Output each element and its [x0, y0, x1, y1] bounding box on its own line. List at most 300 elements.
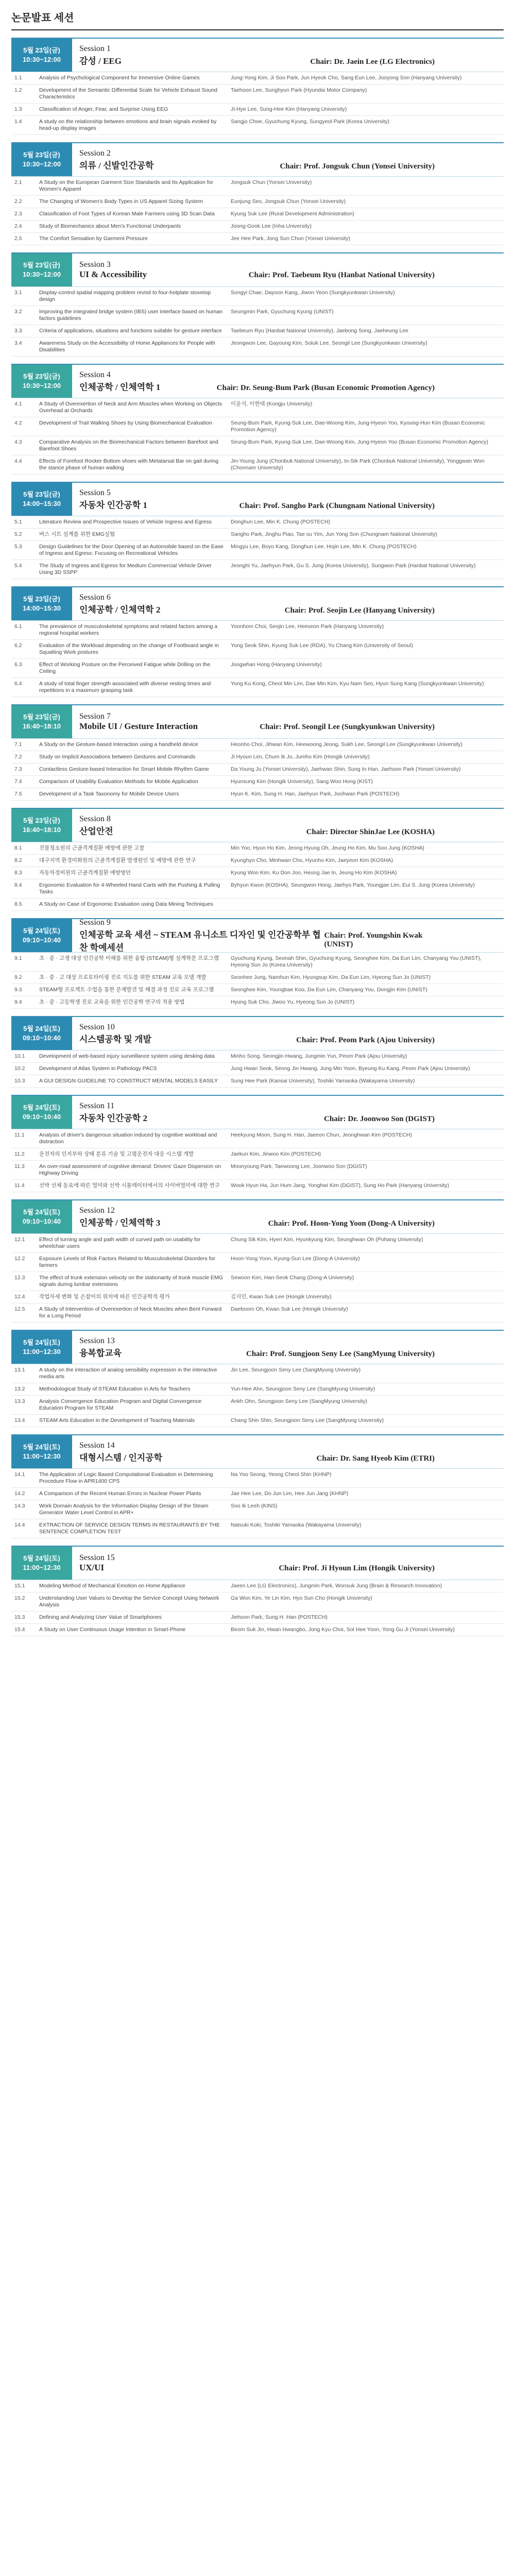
- paper-title: Literature Review and Prospective Issues of Vehicle Ingress and Egress: [36, 516, 228, 529]
- paper-row: [11, 233, 504, 245]
- paper-title: Analysis Convergence Education Program and Digital Convergence Education Program for STEAM: [36, 1396, 228, 1415]
- paper-number: 4.4: [11, 455, 36, 474]
- session-title: 인체공학 교육 세션 ~ STEAM 유니소트 디자인 및 인간공학부 협찬 학예세션: [79, 930, 321, 953]
- paper-row: [11, 516, 504, 529]
- session-time-badge: [11, 1435, 72, 1468]
- paper-number: 14.3: [11, 1500, 36, 1519]
- paper-title: A Study of Overexertion of Neck and Arm Muscles when Working on Objects Overhead at Orchards: [36, 398, 228, 417]
- paper-row: [11, 1253, 504, 1272]
- session-title-row: [79, 1111, 435, 1124]
- session-title: 인체공학 / 인체역학 2: [79, 604, 161, 615]
- session-chair: Chair: Prof. Seojin Lee (Hanyang University): [284, 606, 435, 615]
- session-room: [442, 1331, 504, 1364]
- paper-title: The prevalence of musculoskeletal symptoms and related factors among a regional hospital workers: [36, 621, 228, 640]
- papers-table: [11, 1234, 504, 1323]
- paper-number: 7.2: [11, 751, 36, 764]
- paper-number: 13.3: [11, 1396, 36, 1415]
- session-number: Session 12: [79, 1206, 115, 1215]
- paper-authors: Sewoon Kim, Han-Seok Chang (Dong-A University): [228, 1272, 504, 1291]
- paper-row: [11, 953, 504, 972]
- paper-title: The Study of Ingress and Egress for Medium Commercial Vehicle Driver Using 3D SSPP: [36, 560, 228, 579]
- session-header: [11, 252, 504, 287]
- session-chair: Chair: Prof. Peom Park (Ajou University): [296, 1036, 435, 1044]
- paper-title: Study of Biomechanics about Men's Functional Underpants: [36, 221, 228, 233]
- session-header-main: [72, 705, 442, 738]
- session-header-main: [72, 1435, 442, 1468]
- paper-number: 13.4: [11, 1415, 36, 1427]
- paper-authors: Minho Song, Seongjin Hwang, Jungmin Yun, Peom Park (Ajou University): [228, 1050, 504, 1063]
- paper-title: 운전자의 인지부하 상태 분류 기술 및 고령운전자 대응 시스템 개발: [36, 1148, 228, 1161]
- paper-number: 2.1: [11, 177, 36, 196]
- paper-title: Effects of Forefoot Rocker Bottom shoes with Metatarsal Bar on gait during the stance phase of human walking: [36, 455, 228, 474]
- session-header: [11, 482, 504, 516]
- paper-number: 8.4: [11, 879, 36, 899]
- session-day: 5월 23일(금): [23, 46, 60, 54]
- session-title-row: [79, 158, 435, 171]
- sessions-list: [11, 38, 504, 1636]
- paper-authors: Kyunghyo Cho, Minhwan Cho, Hyunho Kim, Jaeyeon Kim (KOSHA): [228, 855, 504, 867]
- session-day: 5월 23일(금): [23, 713, 60, 721]
- session-time-badge: [11, 919, 72, 952]
- paper-authors: Sangho Park, Jinghu Piao, Tae su Yim, Jun Yong Son (Chungnam National University): [228, 529, 504, 541]
- session-time: 14:00~15:30: [22, 604, 61, 612]
- session-room: [442, 1017, 504, 1050]
- paper-number: 7.1: [11, 739, 36, 751]
- session-chair: Chair: Director ShinJae Lee (KOSHA): [306, 827, 435, 836]
- paper-title: Design Guidelines for the Door Opening of an Automobile based on the Ease of Ingress and Egress: Focusing on Recreational Vehicles: [36, 541, 228, 560]
- paper-number: 8.3: [11, 867, 36, 879]
- session-time-badge: [11, 1096, 72, 1129]
- paper-authors: Ji-Hye Lee, Sung-Hee Kim (Hanyang University): [228, 104, 504, 116]
- paper-authors: Jung Hwan Seok, Seong Jin Hwang, Jung Min Yoon, Byeung Ku Kang, Peom Park (Ajou University): [228, 1063, 504, 1075]
- session-number: Session 5: [79, 488, 111, 497]
- session-title: 인체공학 / 인체역학 3: [79, 1217, 161, 1228]
- paper-authors: Wook Hyun Ha, Jun Hum Jang, Yonghwi Kim (DGIST), Sung Ho Park (Hanyang University): [228, 1180, 504, 1192]
- paper-title: Contactless Gesture-based Interaction for Smart Mobile Rhythm Game: [36, 764, 228, 776]
- paper-number: 2.5: [11, 233, 36, 245]
- paper-number: 8.5: [11, 899, 36, 911]
- paper-title: Development of Atlas System in Pathology PACS: [36, 1063, 228, 1075]
- session-day: 5월 23일(금): [23, 490, 60, 498]
- paper-number: 5.1: [11, 516, 36, 529]
- session-time-badge: [11, 1331, 72, 1364]
- paper-title: STEAM형 프로젝트 수업을 통한 문제발견 및 해결 과정 진로 교육 프로그램: [36, 984, 228, 996]
- paper-number: 10.2: [11, 1063, 36, 1075]
- paper-authors: Hyun K. Kim, Sung H. Han, Jaehyun Park, Joohwan Park (POSTECH): [228, 788, 504, 801]
- session-header-main: [72, 1096, 442, 1129]
- paper-number: 5.4: [11, 560, 36, 579]
- session-number: Session 4: [79, 370, 111, 379]
- paper-title: Study on Implicit Associations between Gestures and Commands: [36, 751, 228, 764]
- paper-row: [11, 306, 504, 325]
- session-block: [11, 808, 504, 911]
- paper-title: The Application of Logic Based Computational Evaluation in Determining Procedure Flow in APR1400 CPS: [36, 1469, 228, 1488]
- paper-title: The Comfort Sensation by Garment Pressure: [36, 233, 228, 245]
- paper-authors: Heonho Choi, Jihwan Kim, Heewoong Jeong, Sukh Lee, Seongil Lee (Sungkyunkwan University): [228, 739, 504, 751]
- session-header-main: [72, 1331, 442, 1364]
- session-time: 09:10~10:40: [22, 936, 61, 944]
- session-number: Session 15: [79, 1553, 115, 1562]
- session-day: 5월 24일(토): [23, 927, 60, 935]
- paper-number: 6.3: [11, 659, 36, 678]
- session-time-badge: [11, 143, 72, 176]
- paper-number: 4.3: [11, 436, 36, 455]
- session-time: 10:30~12:00: [22, 382, 61, 389]
- paper-number: 12.3: [11, 1272, 36, 1291]
- paper-authors: Ankh Ohn, Seungjoon Seny Lee (SangMyung University): [228, 1396, 504, 1415]
- paper-row: [11, 1180, 504, 1192]
- session-chair: Chair: Prof. Youngshin Kwak (UNIST): [324, 931, 423, 948]
- paper-title: Modeling Method of Mechanical Emotion on Home Appliance: [36, 1580, 228, 1592]
- session-chair: Chair: Prof. Jongsuk Chun (Yonsei University): [280, 162, 435, 171]
- session-number: Session 10: [79, 1022, 115, 1031]
- papers-table: [11, 1129, 504, 1192]
- session-block: [11, 918, 504, 1009]
- paper-title: Exposure Levels of Risk Factors Related to Musculoskeletal Disorders for farmers: [36, 1253, 228, 1272]
- paper-number: 15.2: [11, 1592, 36, 1612]
- paper-title: Effect of Working Posture on the Perceived Fatigue while Drilling on the Ceiling: [36, 659, 228, 678]
- papers-table: [11, 953, 504, 1009]
- paper-number: 4.1: [11, 398, 36, 417]
- paper-row: [11, 529, 504, 541]
- session-title-row: [79, 602, 435, 615]
- session-title: 대형시스템 / 인지공학: [79, 1452, 163, 1463]
- session-chair: Chair: Prof. Sungjoon Seny Lee (SangMyung University): [246, 1349, 435, 1358]
- paper-number: 15.1: [11, 1580, 36, 1592]
- session-chair: Chair: Dr. Joonwoo Son (DGIST): [324, 1114, 435, 1123]
- session-title: 의류 / 신발인간공학: [79, 160, 154, 171]
- paper-authors: Beom Suk Jin, Hwan Hwangbo, Jong Kyu Choi, Sol Hee Yoon, Yong Gu Ji (Yonsei University): [228, 1624, 504, 1636]
- paper-title: Defining and Analyzing User Value of Smartphones: [36, 1612, 228, 1624]
- session-title: 산업안전: [79, 826, 113, 836]
- paper-row: [11, 739, 504, 751]
- paper-authors: Kyung Won Kim, Ku Don Joo, Heung Jae In, Jeung Ho Kim (KOSHA): [228, 867, 504, 879]
- session-block: [11, 482, 504, 579]
- session-header-main: [72, 1200, 442, 1233]
- page-title: 논문발표 세션: [11, 9, 504, 30]
- paper-authors: Da Young Ju (Yonsei University), Jaehwan Shin, Sung In Han, Jaehoon Park (Yonsei University): [228, 764, 504, 776]
- paper-row: [11, 1272, 504, 1291]
- paper-row: [11, 1469, 504, 1488]
- paper-row: [11, 640, 504, 659]
- paper-authors: Jeonghi Yu, Jaehyun Park, Gu S. Jung (Korea University), Sungwon Park (Hanbat National University): [228, 560, 504, 579]
- paper-title: Development of the Semantic Differential Scale for Vehicle Exhaust Sound Characteristics: [36, 84, 228, 104]
- session-title-row: [79, 269, 435, 280]
- session-title: UX/UI: [79, 1563, 105, 1572]
- session-header-main: [72, 143, 442, 176]
- session-block: [11, 1016, 504, 1088]
- paper-authors: Moonyoung Park, Taewoong Lee, Joonwoo Son (DGIST): [228, 1161, 504, 1180]
- paper-authors: Chang Shin Shin, Seungjoon Seny Lee (SangMyung University): [228, 1415, 504, 1427]
- paper-authors: Soo Ik Leeh (KINS): [228, 1500, 504, 1519]
- paper-row: [11, 84, 504, 104]
- session-time-badge: [11, 587, 72, 620]
- session-block: [11, 586, 504, 697]
- papers-table: [11, 842, 504, 911]
- session-chair: Chair: Dr. Jaein Lee (LG Electronics): [310, 57, 435, 66]
- paper-number: 5.3: [11, 541, 36, 560]
- paper-row: [11, 1383, 504, 1396]
- paper-row: [11, 196, 504, 208]
- paper-number: 14.4: [11, 1519, 36, 1538]
- paper-number: 7.3: [11, 764, 36, 776]
- paper-row: [11, 1396, 504, 1415]
- session-time: 09:10~10:40: [22, 1034, 61, 1042]
- session-block: [11, 704, 504, 801]
- paper-row: [11, 1488, 504, 1500]
- paper-row: [11, 337, 504, 357]
- paper-authors: Jiehoon Park, Sung H. Han (POSTECH): [228, 1612, 504, 1624]
- session-title-row: [79, 1563, 435, 1573]
- paper-row: [11, 116, 504, 135]
- session-header-main: [72, 1017, 442, 1050]
- paper-title: Awareness Study on the Accessibility of Home Appliances for People with Disabilities: [36, 337, 228, 357]
- paper-authors: Mingyu Lee, Boyo Kang, Donghun Lee, Hojin Lee, Min K. Chung (POSTECH): [228, 541, 504, 560]
- session-title-row: [79, 1346, 435, 1359]
- paper-number: 7.4: [11, 776, 36, 788]
- paper-authors: 김지민, Kwan Suk Lee (Hongik University): [228, 1291, 504, 1303]
- paper-title: A study on the interaction of analog sensibility expression in the interactive media arts: [36, 1364, 228, 1383]
- paper-title: Ergonomic Evaluation for 4-Wheeled Hand Carts with the Pushing & Pulling Tasks: [36, 879, 228, 899]
- paper-authors: Na Yoo Seong, Yeong Cheol Shin (KHNP): [228, 1469, 504, 1488]
- papers-table: [11, 1050, 504, 1088]
- session-header: [11, 1095, 504, 1129]
- session-title-row: [79, 1215, 435, 1228]
- session-header: [11, 1330, 504, 1364]
- session-chair: Chair: Dr. Sang Hyeob Kim (ETRI): [316, 1454, 435, 1463]
- paper-number: 1.3: [11, 104, 36, 116]
- paper-number: 11.4: [11, 1180, 36, 1192]
- paper-title: 버스 시트 설계를 위한 EMG실험: [36, 529, 228, 541]
- paper-authors: Taebeum Ryu (Hanbat National University), Jaebong Song, Jaeheung Lee: [228, 325, 504, 337]
- session-header-main: [72, 587, 442, 620]
- paper-number: 12.5: [11, 1303, 36, 1323]
- paper-title: The effect of trunk extension velocity on the stationarity of trunk muscle EMG signals during lumbar extensions: [36, 1272, 228, 1291]
- paper-row: [11, 1592, 504, 1612]
- paper-authors: Jin-Young Jung (Chonbuk National University), In-Sik Park (Chonbuk National University), Yonggwan Won (Chonnam University): [228, 455, 504, 474]
- session-header-main: [72, 483, 442, 516]
- paper-number: 3.1: [11, 287, 36, 306]
- paper-title: A study of total finger strength associated with diverse resting times and repetitions in a maximum grasping task: [36, 678, 228, 697]
- paper-authors: Byhyun Kwon (KOSHA), Seungwon Hong, Jaehyo Park, Youngjae Lim, Eui S. Jung (Korea University): [228, 879, 504, 899]
- session-room: [442, 1547, 504, 1580]
- session-header-main: [72, 365, 442, 398]
- session-header: [11, 142, 504, 177]
- session-title-row: [79, 927, 435, 953]
- paper-title: 선박 선체 동요에 따른 멀미와 선박 시뮬레이터에서의 사이버멀미에 대한 연구: [36, 1180, 228, 1192]
- session-room: [442, 1200, 504, 1233]
- paper-row: [11, 398, 504, 417]
- paper-authors: Sangjo Choe, Gyuchung Kyung, Sungyeol Park (Korea University): [228, 116, 504, 135]
- paper-authors: Yong Ku Kong, Cheol Min Lim, Dae Min Kim, Kyu Nam Seo, Hyun Sung Kang (Sungkyunkwan University): [228, 678, 504, 697]
- paper-row: [11, 984, 504, 996]
- paper-title: 작업자세 변화 및 손잡이의 위치에 따른 인간공학적 평가: [36, 1291, 228, 1303]
- paper-title: 초 · 중 · 고등학생 진로 교육을 위한 인간공학 연구의 적용 방법: [36, 996, 228, 1009]
- paper-row: [11, 177, 504, 196]
- paper-number: 9.3: [11, 984, 36, 996]
- paper-title: A GUI DESIGN GUIDELINE TO CONSTRUCT MENTAL MODELS EASILY: [36, 1075, 228, 1088]
- paper-row: [11, 72, 504, 84]
- session-day: 5월 23일(금): [23, 151, 60, 159]
- session-block: [11, 364, 504, 474]
- session-time-badge: [11, 1547, 72, 1580]
- paper-authors: Taehoon Lee, Sunghyun Park (Hyundai Motor Company): [228, 84, 504, 104]
- papers-table: [11, 287, 504, 357]
- paper-row: [11, 751, 504, 764]
- session-title: 자동차 인간공학 2: [79, 1113, 147, 1123]
- paper-row: [11, 1415, 504, 1427]
- paper-authors: Jongsuk Chun (Yonsei University): [228, 177, 504, 196]
- paper-authors: Seung-Bum Park, Kyung-Suk Lee, Dae-Woong Kim, Jung-Hyeon Yoo, Kyoung-Hun Kim (Busan Economic Promotion Agency): [228, 417, 504, 436]
- paper-number: 1.2: [11, 84, 36, 104]
- paper-authors: Jae Hee Lee, Do Jun Lim, Hee Jun Jang (KHNP): [228, 1488, 504, 1500]
- session-time: 10:30~12:00: [22, 160, 61, 168]
- paper-number: 9.1: [11, 953, 36, 972]
- session-time-badge: [11, 809, 72, 842]
- session-number: Session 8: [79, 814, 111, 823]
- paper-number: 14.1: [11, 1469, 36, 1488]
- session-time: 14:00~15:30: [22, 500, 61, 507]
- session-room: [442, 39, 504, 72]
- session-title-row: [79, 721, 435, 732]
- paper-number: 1.4: [11, 116, 36, 135]
- paper-authors: Hyung Suk Cho, Jiwoo Yu, Hyeong Sun Jo (UNIST): [228, 996, 504, 1009]
- session-day: 5월 24일(토): [23, 1104, 60, 1111]
- session-title: 감성 / EEG: [79, 56, 122, 66]
- session-chair: Chair: Prof. Taebeum Ryu (Hanbat National University): [248, 271, 435, 279]
- paper-number: 9.4: [11, 996, 36, 1009]
- paper-number: 3.3: [11, 325, 36, 337]
- papers-table: [11, 177, 504, 245]
- paper-title: The Changing of Women's Body Types in US Apparel Sizing System: [36, 196, 228, 208]
- paper-number: 7.5: [11, 788, 36, 801]
- session-header-main: [72, 253, 442, 286]
- session-block: [11, 1434, 504, 1538]
- session-title-row: [79, 380, 435, 393]
- paper-title: 초 · 중 · 고생 대상 인간공학 이해를 위한 융합 (STEAM)형 설계학문 프로그램: [36, 953, 228, 972]
- session-room: [442, 143, 504, 176]
- session-day: 5월 24일(토): [23, 1443, 60, 1451]
- paper-title: A Study on Case of Ergonomic Evaluation using Data Mining Techniques: [36, 899, 228, 911]
- paper-title: A study on the relationship between emotions and brain signals evoked by head-up display images: [36, 116, 228, 135]
- paper-authors: Hoon-Yong Yoon, Kyung-Sun Lee (Dong-A University): [228, 1253, 504, 1272]
- session-room: [442, 1435, 504, 1468]
- session-block: [11, 1199, 504, 1323]
- paper-title: A Comparison of the Recent Human Errors in Nuclear Power Plants: [36, 1488, 228, 1500]
- session-header: [11, 364, 504, 398]
- paper-title: Evaluation of the Workload depending on the change of Footboard angle in Squatting Work postures: [36, 640, 228, 659]
- session-room: [442, 919, 504, 952]
- paper-title: Analysis of driver's dangerous situation induced by cognitive workload and distraction: [36, 1129, 228, 1148]
- paper-row: [11, 842, 504, 855]
- paper-number: 8.1: [11, 842, 36, 855]
- session-number: Session 1: [79, 44, 111, 53]
- papers-table: [11, 398, 504, 474]
- paper-row: [11, 899, 504, 911]
- paper-row: [11, 855, 504, 867]
- paper-authors: Yong Seok Shin, Kyung Suk Lee (RDA), Yu Chang Kim (University of Seoul): [228, 640, 504, 659]
- paper-authors: Joong-Gook Lee (Inha University): [228, 221, 504, 233]
- paper-authors: Hyunsung Kim (Hongik University), Sang Woo Hong (KIST): [228, 776, 504, 788]
- session-title: Mobile UI / Gesture Interaction: [79, 721, 198, 731]
- paper-number: 1.1: [11, 72, 36, 84]
- paper-title: 대구지역 환경미화원의 근골격계질환 발생원인 및 예방에 관한 연구: [36, 855, 228, 867]
- session-header: [11, 808, 504, 842]
- session-day: 5월 24일(토): [23, 1025, 60, 1032]
- paper-title: Analysis of Psychological Component for Immersive Online Games: [36, 72, 228, 84]
- session-number: Session 6: [79, 592, 111, 602]
- paper-row: [11, 776, 504, 788]
- paper-title: Comparison of Usability Evaluation Methods for Mobile Application: [36, 776, 228, 788]
- paper-title: A Study of Intervention of Overexertion of Neck Muscles when Bent Forward for a Long Period: [36, 1303, 228, 1323]
- paper-row: [11, 1364, 504, 1383]
- paper-authors: Seung-Bum Park, Kyung-Suk Lee, Dae-Woong Kim, Jung-Hyeon Yoo (Busan Economic Promotion Agency): [228, 436, 504, 455]
- paper-authors: Seungmin Park, Gyuchung Kyung (UNIST): [228, 306, 504, 325]
- paper-title: An over-road assessment of cognitive demand: Drivers' Gaze Dispersion on Highway Driving: [36, 1161, 228, 1180]
- paper-title: 초 · 중 · 고 대상 프로토타이핑 진로 지도를 위한 STEAM 교육 모델 개발: [36, 972, 228, 984]
- paper-authors: [228, 899, 504, 911]
- paper-authors: Jaeen Lee (LG Electronics), Jungmin Park, Wonsuk Jung (Brain & Research Innovation): [228, 1580, 504, 1592]
- session-time: 09:10~10:40: [22, 1217, 61, 1225]
- session-time: 11:00~12:30: [23, 1564, 61, 1571]
- paper-row: [11, 788, 504, 801]
- session-chair: Chair: Prof. Ji Hyoun Lim (Hongik University): [279, 1564, 435, 1572]
- paper-row: [11, 1075, 504, 1088]
- papers-table: [11, 72, 504, 135]
- paper-row: [11, 1519, 504, 1538]
- paper-row: [11, 560, 504, 579]
- session-chair: Chair: Dr. Seung-Bum Park (Busan Economic Promotion Agency): [216, 383, 435, 392]
- paper-row: [11, 1303, 504, 1323]
- session-time-badge: [11, 1017, 72, 1050]
- paper-number: 13.1: [11, 1364, 36, 1383]
- paper-number: 2.4: [11, 221, 36, 233]
- paper-authors: Ga Won Kim, Ye Lin Kim, Hyo Sun Cho (Hongik University): [228, 1592, 504, 1612]
- paper-row: [11, 1612, 504, 1624]
- paper-number: 11.3: [11, 1161, 36, 1180]
- paper-number: 11.2: [11, 1148, 36, 1161]
- paper-authors: Kyung Suk Lee (Rural Development Administration): [228, 208, 504, 221]
- paper-authors: Eunjung Seo, Jongsuk Chun (Yonsei University): [228, 196, 504, 208]
- paper-authors: Jin Lee, Seungjoon Seny Lee (SangMyung University): [228, 1364, 504, 1383]
- paper-number: 5.2: [11, 529, 36, 541]
- session-time: 09:10~10:40: [22, 1113, 61, 1121]
- paper-title: 건물청소원의 근골격계질환 예방에 관한 고찰: [36, 842, 228, 855]
- session-time: 11:00~12:30: [23, 1452, 61, 1460]
- papers-table: [11, 621, 504, 697]
- paper-row: [11, 287, 504, 306]
- session-block: [11, 1546, 504, 1636]
- session-title: UI & Accessibility: [79, 269, 147, 279]
- paper-authors: Sung Hee Park (Kansai University), Toshiki Yamaoka (Wakayama University): [228, 1075, 504, 1088]
- paper-row: [11, 1050, 504, 1063]
- paper-authors: Ji Hyoun Lim, Chum Ik Jo, Jumho Kim (Hongik University): [228, 751, 504, 764]
- paper-title: 자동차정비원의 근골격계질환 예방방안: [36, 867, 228, 879]
- session-room: [442, 809, 504, 842]
- session-chair: Chair: Prof. Hoon-Yong Yoon (Dong-A University): [268, 1219, 435, 1228]
- paper-number: 11.1: [11, 1129, 36, 1148]
- session-day: 5월 24일(토): [23, 1554, 60, 1562]
- session-title: 융복합교육: [79, 1348, 122, 1358]
- session-chair: Chair: Prof. Sangho Park (Chungnam National University): [239, 501, 435, 510]
- paper-title: Understanding User Values to Develop the Service Concept Using Network Analysis: [36, 1592, 228, 1612]
- paper-row: [11, 996, 504, 1009]
- paper-authors: Donghun Lee, Min K. Chung (POSTECH): [228, 516, 504, 529]
- session-header: [11, 38, 504, 72]
- session-block: [11, 142, 504, 245]
- papers-table: [11, 1580, 504, 1636]
- session-header-main: [72, 1547, 442, 1580]
